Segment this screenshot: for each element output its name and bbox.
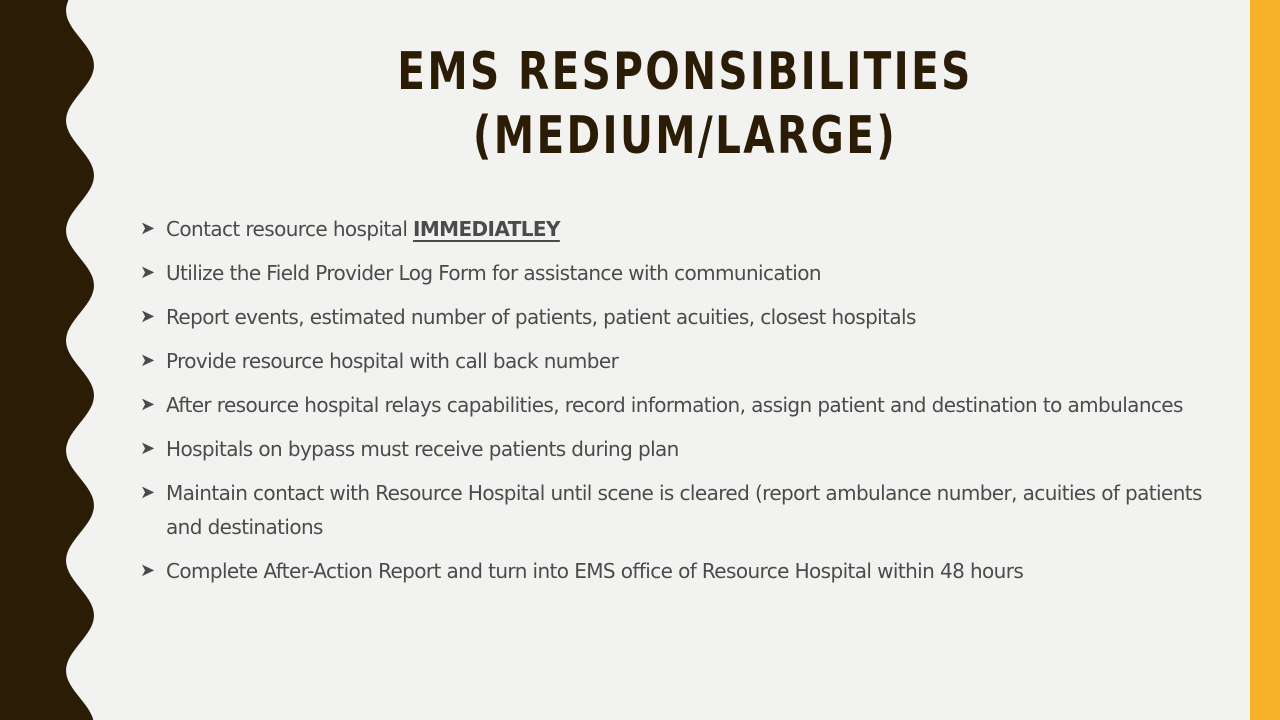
bullet-item <box>140 476 1220 544</box>
bullet-text: Provide resource hospital with call back number <box>166 349 619 373</box>
arrowhead-bullet-icon: ➤ <box>140 394 155 415</box>
arrowhead-bullet-icon: ➤ <box>140 262 155 283</box>
bullet-item <box>140 344 1220 378</box>
bullet-text: Maintain contact with Resource Hospital until scene is cleared (report ambulance number, acuities of patients and destinations <box>166 481 1202 539</box>
bullet-item <box>140 256 1220 290</box>
arrowhead-bullet-icon: ➤ <box>140 438 155 459</box>
emphasis-text: IMMEDIATLEY <box>413 217 560 241</box>
arrowhead-bullet-icon: ➤ <box>140 350 155 371</box>
bullet-item <box>140 432 1220 466</box>
bullet-text: Hospitals on bypass must receive patients during plan <box>166 437 679 461</box>
wave-shape <box>0 0 94 720</box>
arrowhead-bullet-icon: ➤ <box>140 306 155 327</box>
slide-title-line-2: (MEDIUM/LARGE) <box>472 106 898 166</box>
slide-title <box>260 40 1110 168</box>
bullet-text: Contact resource hospital <box>166 217 414 241</box>
bullet-item <box>140 554 1220 588</box>
bullet-text: After resource hospital relays capabilities, record information, assign patient and destination to ambulances <box>166 393 1183 417</box>
bullet-text: Utilize the Field Provider Log Form for assistance with communication <box>166 261 821 285</box>
bullet-text: Complete After-Action Report and turn into EMS office of Resource Hospital within 48 hours <box>166 559 1024 583</box>
bullet-item <box>140 212 1220 246</box>
bullet-list <box>140 212 1220 598</box>
slide-title-line-1: EMS RESPONSIBILITIES <box>397 42 973 102</box>
bullet-text: Report events, estimated number of patients, patient acuities, closest hospitals <box>166 305 916 329</box>
bullet-item <box>140 300 1220 334</box>
arrowhead-bullet-icon: ➤ <box>140 482 155 503</box>
arrowhead-bullet-icon: ➤ <box>140 218 155 239</box>
right-accent-stripe <box>1250 0 1280 720</box>
bullet-item <box>140 388 1220 422</box>
arrowhead-bullet-icon: ➤ <box>140 560 155 581</box>
wavy-left-border <box>0 0 110 720</box>
